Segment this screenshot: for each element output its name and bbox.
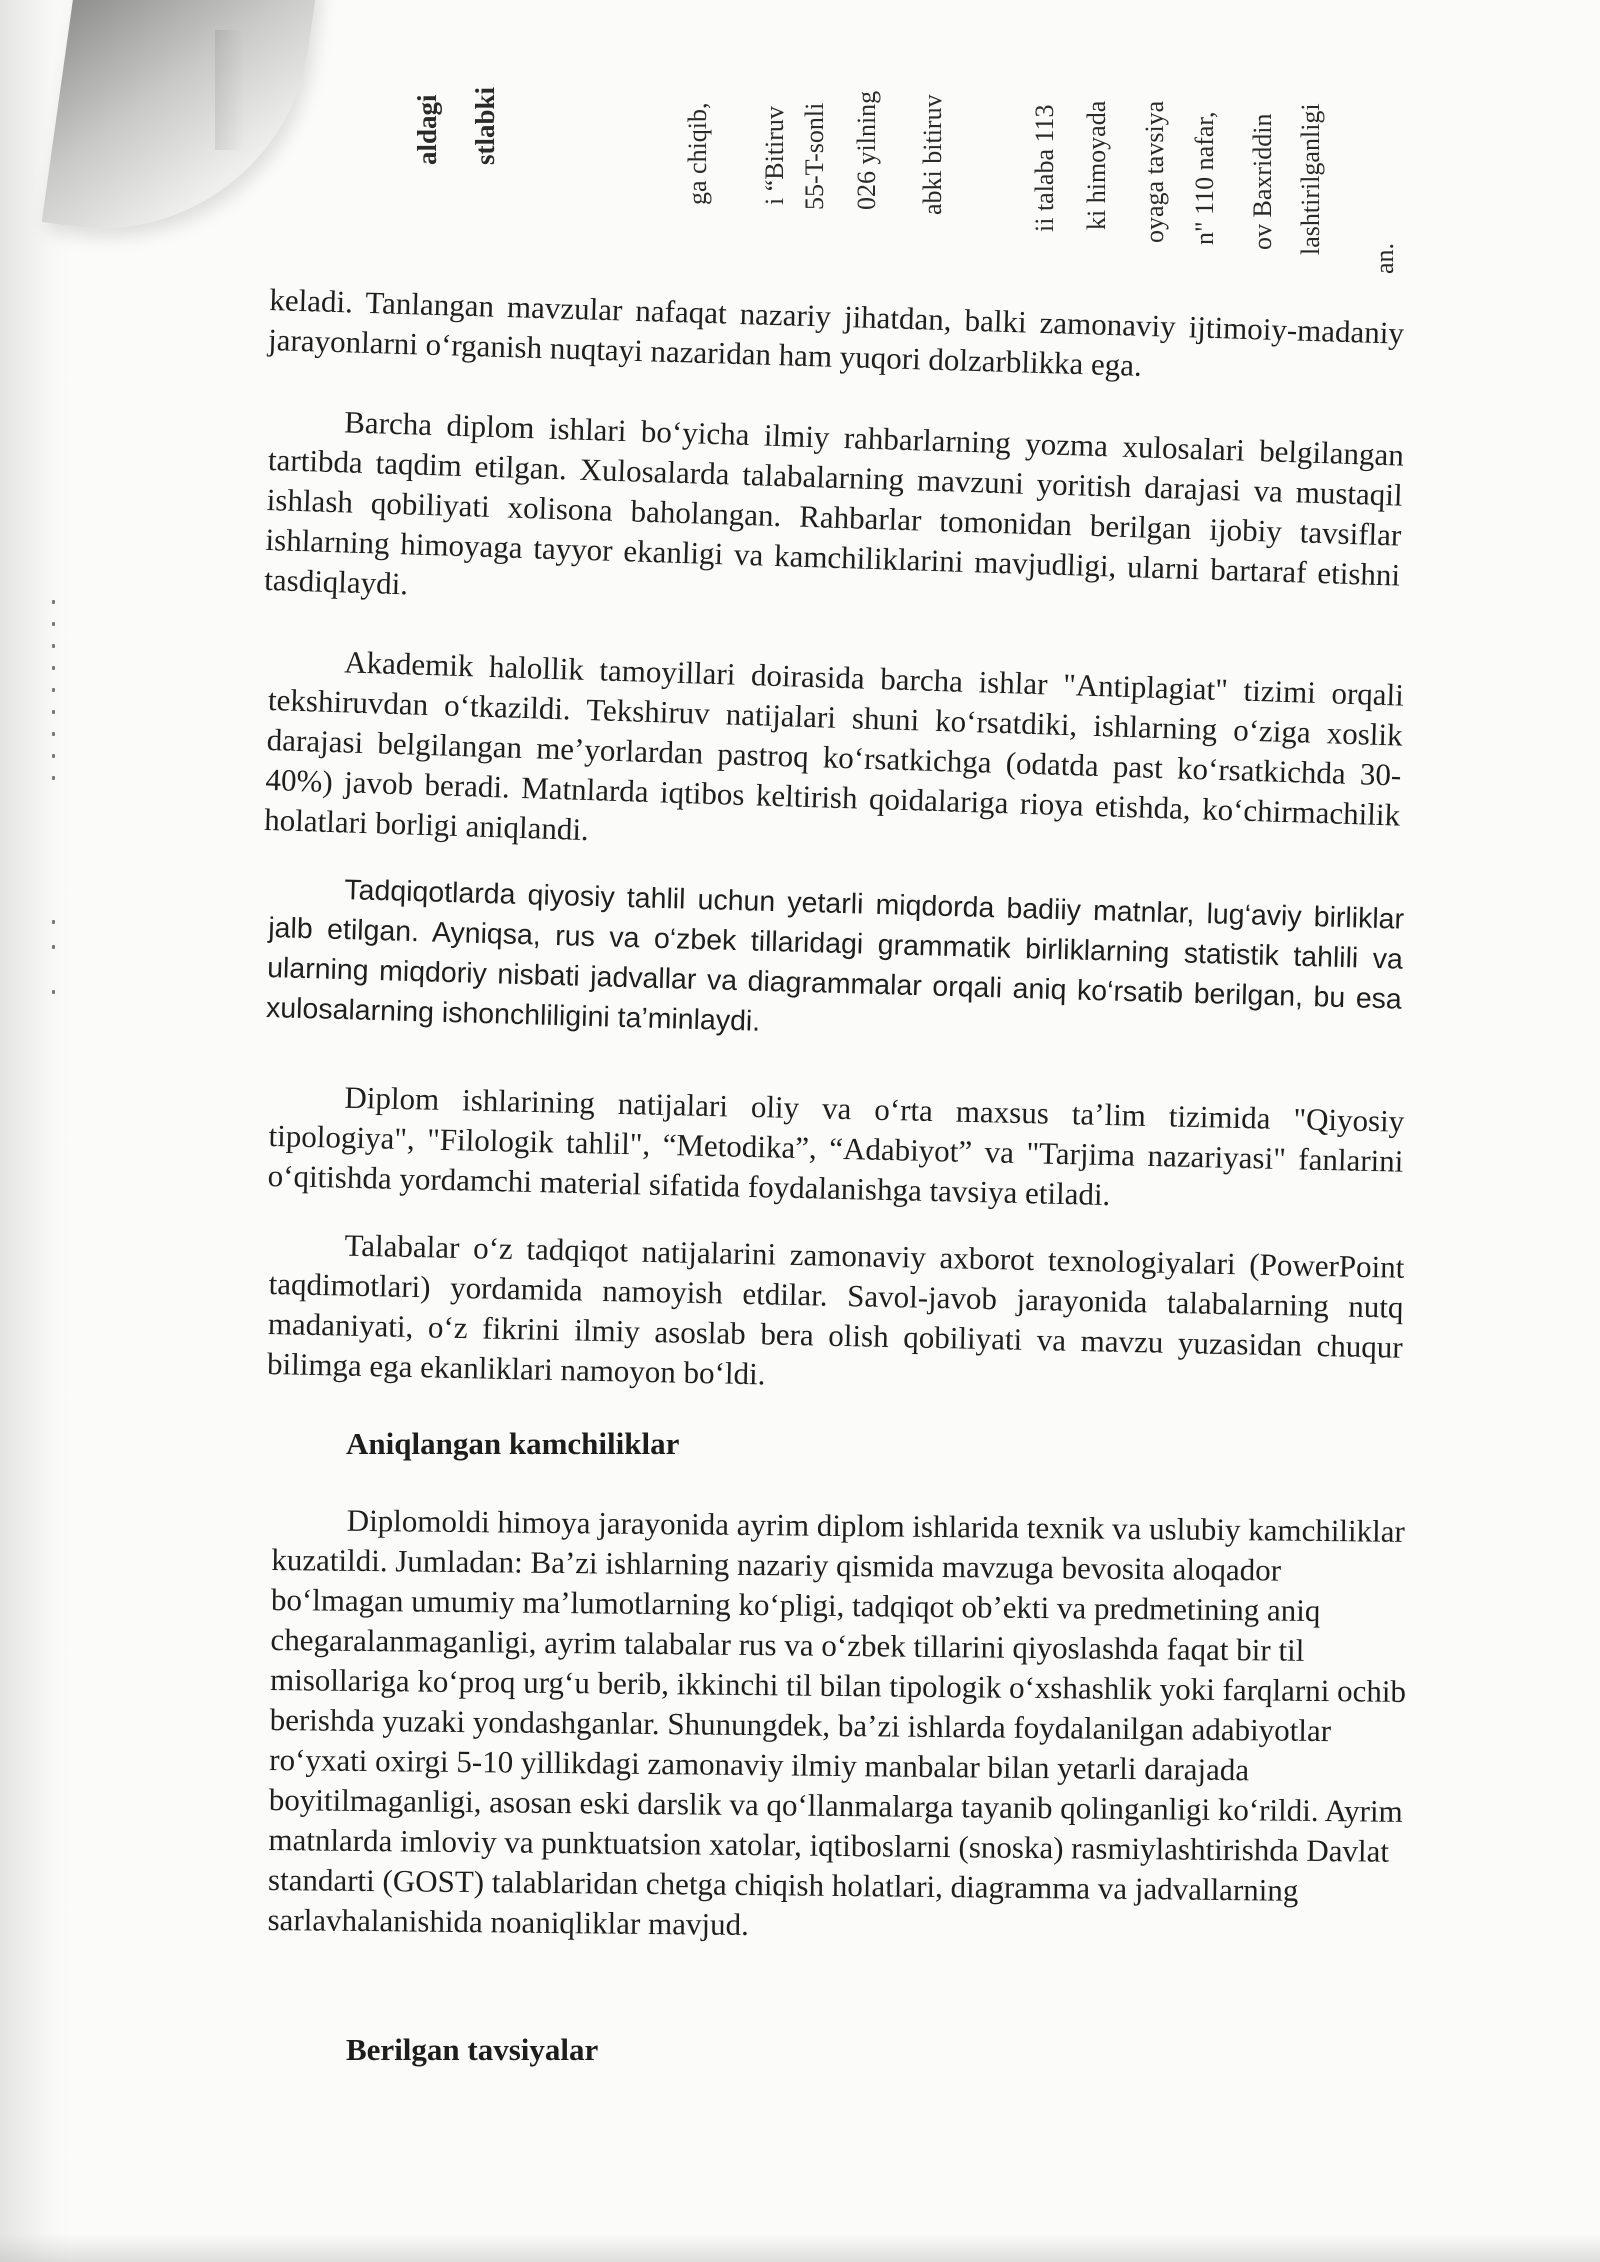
fragment-tavsiya: oyaga tavsiya xyxy=(1140,100,1169,243)
paragraph-presentation: Talabalar o‘z tadqiqot natijalarini zamonaviy axborot texnologiyalari (PowerPoint taqdimotlari) yordamida namoyish etdilar. Savol-javob jarayonida talabalarning nutq madaniyati, o‘z fikrini ilmiy asoslab bera olish qobiliyati va mavzu yuzasidan chuqur bilimga ega ekanliklari namoyon bo‘ldi. xyxy=(266,1227,1405,1392)
paragraph-supervisors-block xyxy=(264,400,1405,636)
fragment-ganligi: lashtirilganligi xyxy=(1296,103,1325,255)
fragment-abki-bitiruv: abki bitiruv xyxy=(918,94,947,215)
heading-recommendations: Berilgan tavsiyalar xyxy=(346,2032,599,2067)
paragraph-intro-block xyxy=(268,280,1405,394)
fragment-stlabki: stlabki xyxy=(470,86,500,165)
page-curl-shade xyxy=(215,30,245,150)
page-bottom-shadow xyxy=(0,2234,1600,2262)
paragraph-intro: keladi. Tanlangan mavzular nafaqat nazariy jihatdan, balki zamonaviy ijtimoiy-madaniy jarayonlarni o‘rganish nuqtayi nazaridan ham yuqori dolzarblikka ega. xyxy=(267,281,1405,383)
fragment-nafar: n" 110 nafar, xyxy=(1190,111,1219,245)
fragment-sonli: 55-T-sonli xyxy=(800,102,829,210)
heading-shortcomings: Aniqlangan kamchiliklar xyxy=(346,1426,680,1461)
fragment-baxriddin: ov Baxriddin xyxy=(1248,113,1277,250)
paragraph-recommend: Diplom ishlarining natijalari oliy va o‘rta maxsus ta’lim tizimida "Qiyosiy tipologiya", "Filologik tahlil", “Metodika”, “Adabiyot” va "Tarjima nazariyasi" fanlarini o‘qitishda yordamchi material sifatida foydalanishga tavsiya etiladi. xyxy=(267,1079,1405,1213)
page-left-shadow xyxy=(0,0,70,2262)
fragment-yilning: 026 yilning xyxy=(852,90,881,210)
fragment-himoyada: ki himoyada xyxy=(1082,100,1111,230)
paragraph-plagiarism-block xyxy=(264,640,1405,876)
paragraph-recommend-block xyxy=(267,1076,1404,1222)
paragraph-shortcomings-block xyxy=(267,1500,1422,1952)
fragment-an: an. xyxy=(1370,242,1399,274)
page-curl xyxy=(42,0,319,255)
paragraph-analysis-block xyxy=(266,868,1405,1060)
fragment-talaba: ii talaba 113 xyxy=(1030,104,1059,232)
paragraph-supervisors: Barcha diplom ishlari bo‘yicha ilmiy rahbarlarning yozma xulosalari belgilangan tartibda taqdim etilgan. Xulosalarda talabalarning mavzuni yoritish darajasi va mustaqil ishlash qobiliyati xolisona baholangan. Rahbarlar tomonidan berilgan ijobiy tavsiflar ishlarning himoyaga tayyor ekanligi va kamchiliklarini mavjudligi, ularni bartaraf etishni tasdiqlaydi. xyxy=(263,404,1405,602)
fragment-bitiruv: i “Bitiruv xyxy=(760,106,789,205)
paragraph-plagiarism: Akademik halollik tamoyillari doirasida barcha ishlar "Antiplagiat" tizimi orqali tekshiruvdan o‘tkazildi. Tekshiruv natijalari shuni ko‘rsatdiki, ishlarning o‘ziga xoslik darajasi belgilangan me’yorlardan pastroq ko‘rsatkichga (odatda past ko‘rsatkichda 30-40%) javob beradi. Matnlarda iqtibos keltirish qoidalariga rioya etishda, ko‘chirmachilik holatlari borligi aniqlandi. xyxy=(263,644,1405,848)
fragment-chiqib: ga chiqib, xyxy=(683,102,712,205)
fragment-aldagi: aldagi xyxy=(412,94,442,165)
paragraph-presentation-block xyxy=(267,1224,1405,1408)
paragraph-shortcomings: Diplomoldi himoya jarayonida ayrim diplom ishlarida texnik va uslubiy kamchiliklar kuzatildi. Jumladan: Ba’zi ishlarning nazariy qismida mavzuga bevosita aloqador bo‘lmagan umumiy ma’lumotlarning ko‘pligi, tadqiqot ob’ekti va predmetining aniq chegaralanmaganligi, ayrim talabalar rus va o‘zbek tillarini qiyoslashda faqat bir til misollariga ko‘proq urg‘u berib, ikkinchi til bilan tipologik o‘xshashlik yoki farqlarni ochib berishda yuzaki yondashganlar. Shunungdek, ba’zi ishlarda foydalanilgan adabiyotlar ro‘yxati oxirgi 5-10 yillikdagi zamonaviy ilmiy manbalar bilan yetarli darajada boyitilmaganligi, asosan eski darslik va qo‘llanmalarga tayanib qolinganligi ko‘rildi. Ayrim matnlarda imloviy va punktuatsion xatolar, iqtiboslarni (snoska) rasmiylashtirishda Davlat standarti (GOST) talablaridan chetga chiqish holatlari, diagramma va jadvallarning sarlavhalanishida noaniqliklar mavjud. xyxy=(267,1502,1407,1943)
paragraph-analysis: Tadqiqotlarda qiyosiy tahlil uchun yetarli miqdorda badiiy matnlar, lug‘aviy birliklar jalb etilgan. Ayniqsa, rus va o‘zbek tillaridagi grammatik birliklarning statistik tahlili va ularning miqdoriy nisbati jadvallar va diagrammalar orqali aniq ko‘rsatib berilgan, bu esa xulosalarning ishonchliligini ta’minlaydi. xyxy=(265,874,1405,1038)
